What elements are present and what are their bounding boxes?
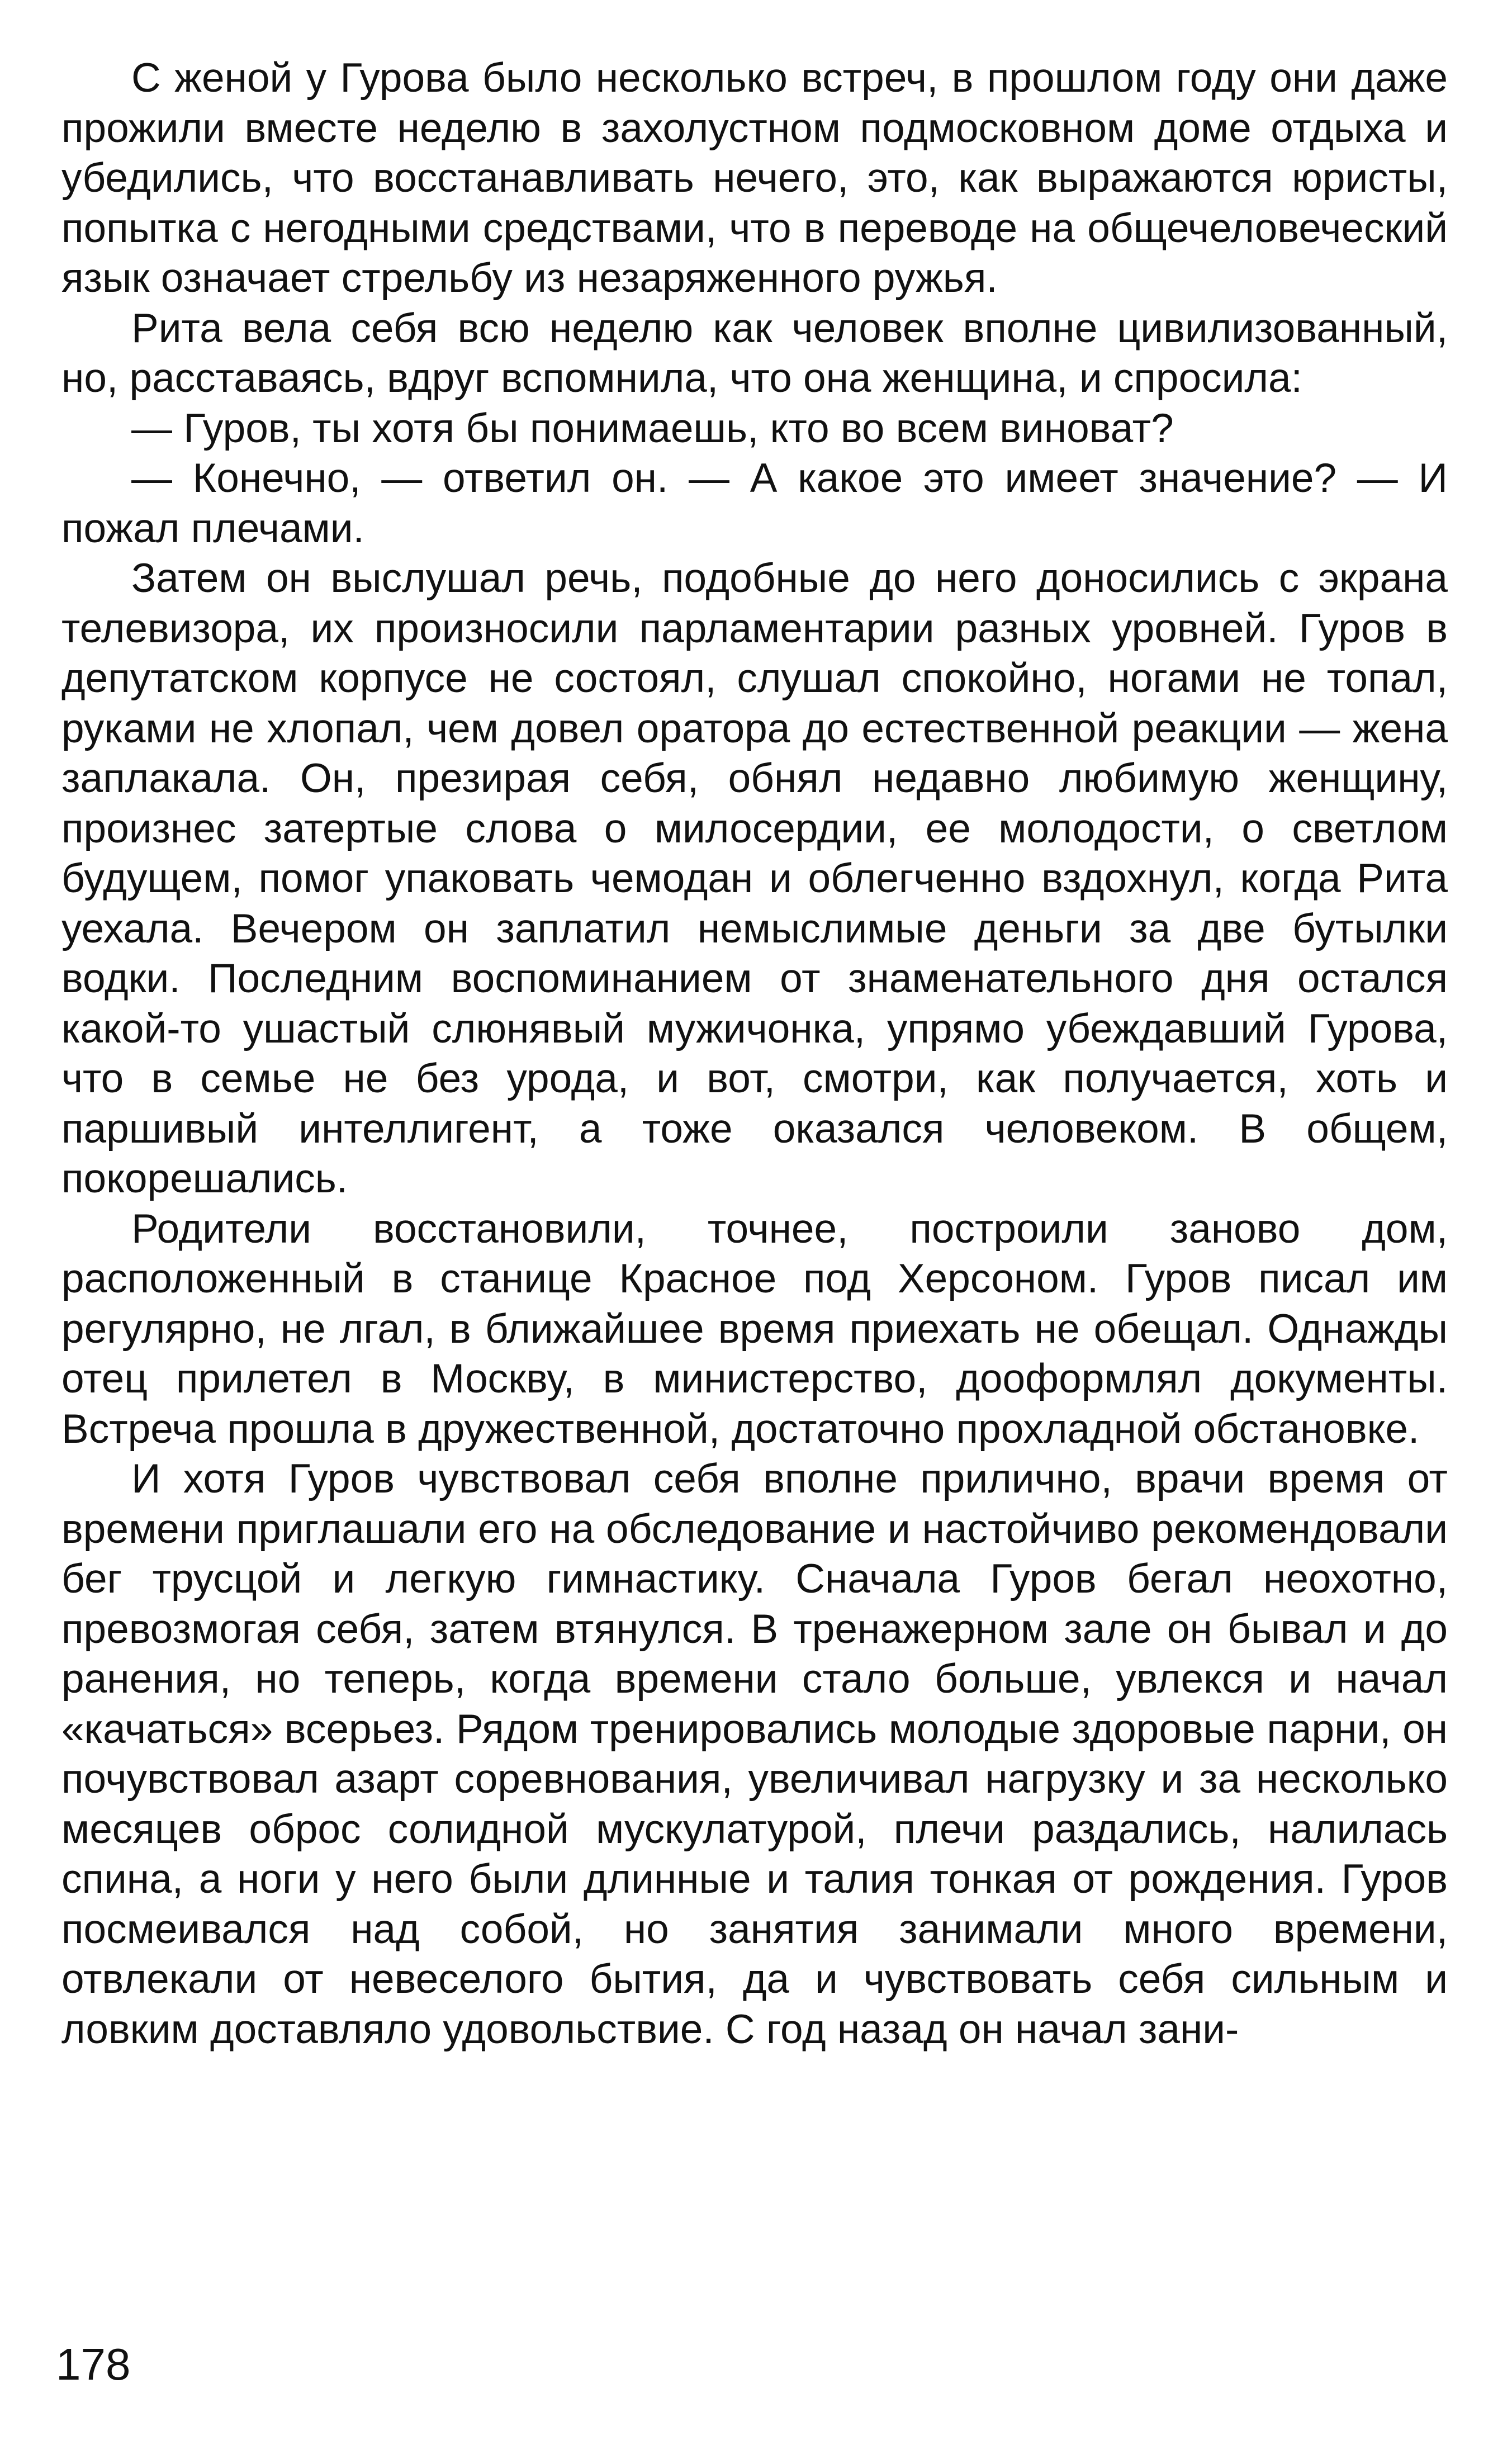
paragraph-1: С женой у Гурова было несколько встреч, в прошлом году они даже прожили вместе неделю в захолустном подмосковном доме отдыха и убедились, что восстанавливать нечего, это, как выражаются юристы, попытка с негодными средствами, что в переводе на общечеловеческий язык означает стрельбу из незаряженного ружья. [61, 55, 1448, 301]
dialogue-line-1: — Гуров, ты хотя бы понимаешь, кто во всем виноват? [131, 405, 1174, 451]
paragraph-4: Родители восстановили, точнее, построили заново дом, расположенный в станице Красное под Херсоном. Гуров писал им регулярно, не лгал, в ближайшее время приехать не обещал. Однажды отец прилетел в Москву, в министерство, дооформлял документы. Встреча прошла в дружественной, достаточно прохладной обстановке. [61, 1206, 1448, 1452]
page-text-body [61, 53, 1448, 2054]
paragraph-2: Рита вела себя всю неделю как человек вполне цивилизованный, но, расставаясь, вдруг вспомнила, что она женщина, и спросила: [61, 305, 1448, 401]
paragraph-5: И хотя Гуров чувствовал себя вполне прилично, врачи время от времени приглашали его на обследование и настойчиво рекомендовали бег трусцой и легкую гимнастику. Сначала Гуров бегал неохотно, превозмогая себя, затем втянулся. В тренажерном зале он бывал и до ранения, но теперь, когда времени стало больше, увлекся и начал «качаться» всерьез. Рядом тренировались молодые здоровые парни, он почувствовал азарт соревнования, увеличивал нагрузку и за несколько месяцев оброс солидной мускулатурой, плечи раздались, налилась спина, а ноги у него были длинные и талия тонкая от рождения. Гуров посмеивался над собой, но занятия занимали много времени, отвлекали от невеселого бытия, да и чувствовать себя сильным и ловким доставляло удовольствие. С год назад он начал зани- [61, 1456, 1448, 2052]
paragraph-3: Затем он выслушал речь, подобные до него доносились с экрана телевизора, их произносили парламентарии разных уровней. Гуров в депутатском корпусе не состоял, слушал спокойно, ногами не топал, руками не хлопал, чем довел оратора до естественной реакции — жена заплакала. Он, презирая себя, обнял недавно любимую женщину, произнес затертые слова о милосердии, ее молодости, о светлом будущем, помог упаковать чемодан и облегченно вздохнул, когда Рита уехала. Вечером он заплатил немыслимые деньги за две бутылки водки. Последним воспоминанием от знаменательного дня остался какой-то ушастый слюнявый мужичонка, упрямо убеждавший Гурова, что в семье не без урода, и вот, смотри, как получается, хоть и паршивый интеллигент, а тоже оказался человеком. В общем, покорешались. [61, 556, 1448, 1201]
page-number: 178 [56, 2339, 131, 2389]
dialogue-line-2: — Конечно, — ответил он. — А какое это имеет значение? — И пожал плечами. [61, 456, 1448, 551]
